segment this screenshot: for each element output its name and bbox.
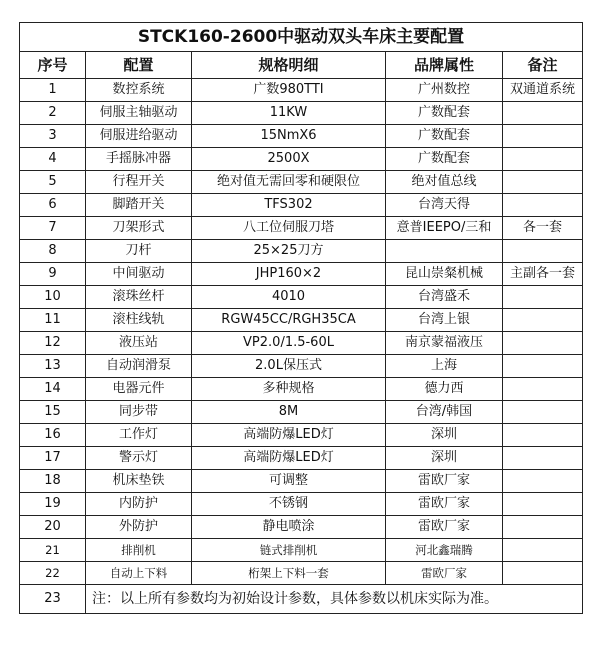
cell-remark: [503, 355, 583, 378]
cell-spec: JHP160×2: [192, 263, 386, 286]
cell-brand: 雷欧厂家: [386, 516, 503, 539]
table-body: [20, 79, 583, 585]
cell-spec: 25×25刀方: [192, 240, 386, 263]
cell-item: 刀架形式: [86, 217, 192, 240]
cell-item: 排削机: [86, 539, 192, 562]
cell-number: 6: [20, 194, 86, 217]
table-row: [20, 148, 583, 171]
table-row: [20, 125, 583, 148]
header-row: [20, 52, 583, 79]
table-row: [20, 309, 583, 332]
cell-remark: 各一套: [503, 217, 583, 240]
cell-number: 1: [20, 79, 86, 102]
cell-brand: 德力西: [386, 378, 503, 401]
table-row: [20, 102, 583, 125]
cell-number: 11: [20, 309, 86, 332]
cell-remark: [503, 148, 583, 171]
cell-item: 脚踏开关: [86, 194, 192, 217]
table-row: [20, 539, 583, 562]
table-row: [20, 217, 583, 240]
cell-remark: [503, 562, 583, 585]
cell-number: 16: [20, 424, 86, 447]
cell-remark: [503, 401, 583, 424]
cell-brand: 台湾/韩国: [386, 401, 503, 424]
cell-spec: 15NmX6: [192, 125, 386, 148]
cell-item: 滚珠丝杆: [86, 286, 192, 309]
cell-remark: [503, 378, 583, 401]
cell-item: 伺服进给驱动: [86, 125, 192, 148]
cell-brand: 雷欧厂家: [386, 493, 503, 516]
table-row: [20, 424, 583, 447]
table-row: [20, 194, 583, 217]
cell-item: 数控系统: [86, 79, 192, 102]
cell-spec: 4010: [192, 286, 386, 309]
cell-number: 10: [20, 286, 86, 309]
cell-remark: [503, 194, 583, 217]
cell-spec: 多种规格: [192, 378, 386, 401]
cell-remark: [503, 309, 583, 332]
header-brand: 品牌属性: [386, 52, 503, 79]
cell-number: 17: [20, 447, 86, 470]
cell-spec: 2500X: [192, 148, 386, 171]
cell-item: 手摇脉冲器: [86, 148, 192, 171]
cell-remark: [503, 171, 583, 194]
cell-item: 滚柱线轨: [86, 309, 192, 332]
cell-spec: 8M: [192, 401, 386, 424]
cell-item: 工作灯: [86, 424, 192, 447]
cell-number: 12: [20, 332, 86, 355]
cell-spec: 2.0L保压式: [192, 355, 386, 378]
cell-brand: [386, 240, 503, 263]
cell-remark: [503, 539, 583, 562]
cell-number: 19: [20, 493, 86, 516]
cell-remark: [503, 470, 583, 493]
table-title: STCK160-2600中驱动双头车床主要配置: [20, 23, 583, 52]
cell-item: 机床垫铁: [86, 470, 192, 493]
table-row: [20, 355, 583, 378]
cell-remark: [503, 516, 583, 539]
table-row: [20, 493, 583, 516]
cell-remark: [503, 102, 583, 125]
table-row: [20, 516, 583, 539]
cell-spec: 高端防爆LED灯: [192, 447, 386, 470]
cell-number: 9: [20, 263, 86, 286]
cell-brand: 意普IEEPO/三和: [386, 217, 503, 240]
cell-number: 14: [20, 378, 86, 401]
cell-brand: 广州数控: [386, 79, 503, 102]
table-row: [20, 171, 583, 194]
cell-number: 18: [20, 470, 86, 493]
table-row: [20, 447, 583, 470]
header-item: 配置: [86, 52, 192, 79]
cell-item: 行程开关: [86, 171, 192, 194]
table-row: [20, 286, 583, 309]
cell-remark: [503, 447, 583, 470]
cell-spec: 链式排削机: [192, 539, 386, 562]
cell-number: 22: [20, 562, 86, 585]
cell-brand: 深圳: [386, 424, 503, 447]
cell-item: 自动上下料: [86, 562, 192, 585]
cell-spec: 不锈钢: [192, 493, 386, 516]
cell-remark: [503, 424, 583, 447]
cell-spec: 静电喷涂: [192, 516, 386, 539]
header-remark: 备注: [503, 52, 583, 79]
cell-spec: RGW45CC/RGH35CA: [192, 309, 386, 332]
cell-brand: 台湾上银: [386, 309, 503, 332]
cell-brand: 河北鑫瑞腾: [386, 539, 503, 562]
cell-brand: 昆山崇粲机械: [386, 263, 503, 286]
cell-spec: 八工位伺服刀塔: [192, 217, 386, 240]
cell-remark: [503, 125, 583, 148]
cell-brand: 深圳: [386, 447, 503, 470]
note-number: 23: [20, 585, 86, 614]
table-row: [20, 470, 583, 493]
cell-item: 刀杆: [86, 240, 192, 263]
cell-item: 内防护: [86, 493, 192, 516]
cell-number: 2: [20, 102, 86, 125]
header-no: 序号: [20, 52, 86, 79]
cell-remark: [503, 240, 583, 263]
table-row: [20, 562, 583, 585]
cell-brand: 广数配套: [386, 125, 503, 148]
table-row: [20, 378, 583, 401]
note-text: 注：以上所有参数均为初始设计参数，具体参数以机床实际为准。: [86, 585, 583, 614]
cell-brand: 广数配套: [386, 148, 503, 171]
cell-number: 8: [20, 240, 86, 263]
cell-spec: 广数980TTI: [192, 79, 386, 102]
header-spec: 规格明细: [192, 52, 386, 79]
cell-number: 5: [20, 171, 86, 194]
cell-item: 同步带: [86, 401, 192, 424]
table-row: [20, 332, 583, 355]
cell-brand: 台湾盛禾: [386, 286, 503, 309]
cell-spec: VP2.0/1.5-60L: [192, 332, 386, 355]
cell-number: 3: [20, 125, 86, 148]
cell-item: 外防护: [86, 516, 192, 539]
cell-item: 伺服主轴驱动: [86, 102, 192, 125]
config-table: [19, 22, 583, 614]
cell-brand: 雷欧厂家: [386, 470, 503, 493]
cell-brand: 广数配套: [386, 102, 503, 125]
note-row: [20, 585, 583, 614]
cell-item: 警示灯: [86, 447, 192, 470]
cell-number: 20: [20, 516, 86, 539]
cell-number: 7: [20, 217, 86, 240]
table-row: [20, 79, 583, 102]
cell-number: 15: [20, 401, 86, 424]
cell-number: 4: [20, 148, 86, 171]
cell-brand: 雷欧厂家: [386, 562, 503, 585]
cell-number: 13: [20, 355, 86, 378]
cell-brand: 台湾天得: [386, 194, 503, 217]
cell-number: 21: [20, 539, 86, 562]
cell-spec: TFS302: [192, 194, 386, 217]
table-row: [20, 240, 583, 263]
cell-remark: 主副各一套: [503, 263, 583, 286]
cell-spec: 11KW: [192, 102, 386, 125]
cell-item: 自动润滑泵: [86, 355, 192, 378]
cell-brand: 南京蒙福液压: [386, 332, 503, 355]
cell-spec: 可调整: [192, 470, 386, 493]
config-sheet: [19, 22, 582, 614]
cell-item: 液压站: [86, 332, 192, 355]
cell-remark: [503, 493, 583, 516]
cell-item: 中间驱动: [86, 263, 192, 286]
cell-spec: 高端防爆LED灯: [192, 424, 386, 447]
cell-spec: 桁架上下料一套: [192, 562, 386, 585]
cell-remark: [503, 332, 583, 355]
cell-remark: 双通道系统: [503, 79, 583, 102]
cell-item: 电器元件: [86, 378, 192, 401]
table-row: [20, 401, 583, 424]
table-row: [20, 263, 583, 286]
title-row: [20, 23, 583, 52]
cell-brand: 绝对值总线: [386, 171, 503, 194]
cell-remark: [503, 286, 583, 309]
cell-brand: 上海: [386, 355, 503, 378]
cell-spec: 绝对值无需回零和硬限位: [192, 171, 386, 194]
